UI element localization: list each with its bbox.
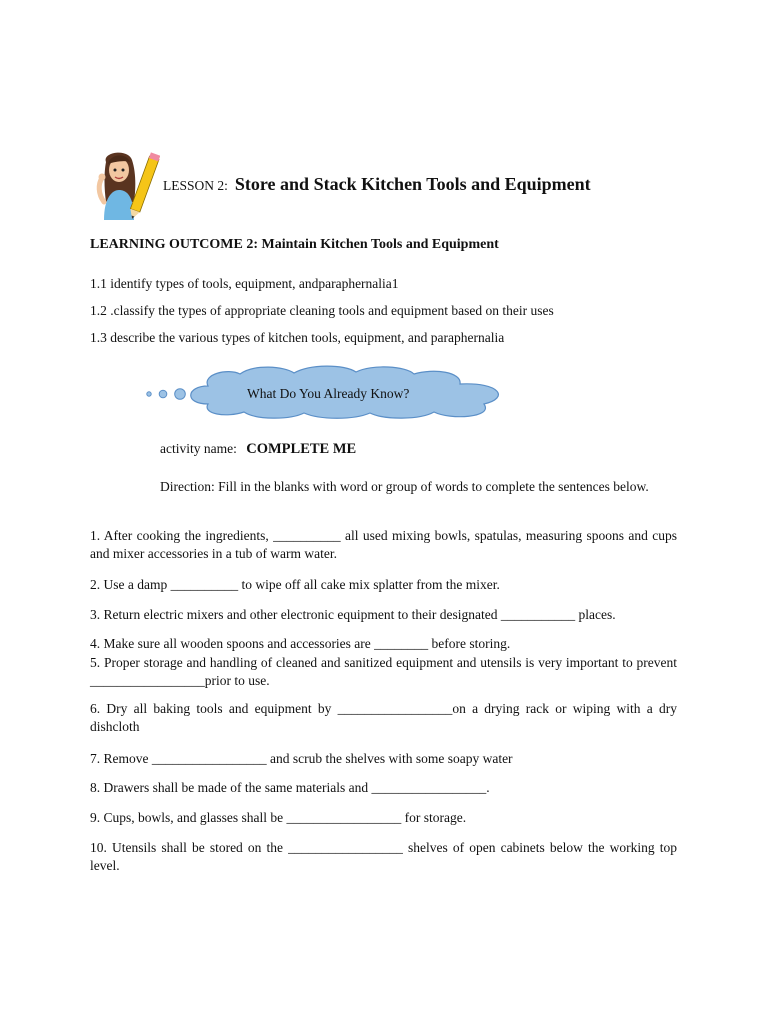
objective-item: 1.2 .classify the types of appropriate cleaning tools and equipment based on their uses bbox=[90, 303, 554, 318]
question-item: 9. Cups, bowls, and glasses shall be _________________ for storage. bbox=[90, 810, 467, 825]
question-item: 4. Make sure all wooden spoons and accessories are ________ before storing. bbox=[90, 636, 511, 651]
question-item: 3. Return electric mixers and other electronic equipment to their designated ___________ places. bbox=[90, 607, 616, 622]
bubble-prompt-text: What Do You Already Know? bbox=[247, 386, 410, 401]
activity-label: activity name: bbox=[160, 441, 237, 456]
question-item: 2. Use a damp __________ to wipe off all cake mix splatter from the mixer. bbox=[90, 577, 500, 592]
question-item: 6. Dry all baking tools and equipment by _________________on a drying rack or wiping with a dry dishcloth bbox=[90, 701, 677, 734]
lesson-title: Store and Stack Kitchen Tools and Equipment bbox=[234, 174, 591, 194]
learning-outcome-heading: LEARNING OUTCOME 2: Maintain Kitchen Tools and Equipment bbox=[90, 237, 499, 252]
lesson-header bbox=[163, 174, 591, 195]
direction-paragraph bbox=[90, 477, 677, 496]
lesson-number: LESSON 2: bbox=[163, 178, 228, 193]
objective-item: 1.3 describe the various types of kitchen tools, equipment, and paraphernalia bbox=[90, 330, 505, 345]
direction-text: Direction: Fill in the blanks with word or group of words to complete the sentences below. bbox=[160, 479, 649, 494]
question-item: 7. Remove _________________ and scrub the shelves with some soapy water bbox=[90, 751, 513, 766]
question-item: 1. After cooking the ingredients, __________ all used mixing bowls, spatulas, measuring spoons and cups and mixer accessories in a tub of warm water. bbox=[90, 528, 677, 561]
question-item: 5. Proper storage and handling of cleaned and sanitized equipment and utensils is very important to prevent _________________prior to use. bbox=[90, 655, 677, 688]
question-item: 8. Drawers shall be made of the same materials and _________________. bbox=[90, 780, 490, 795]
activity-line bbox=[160, 441, 356, 458]
activity-name: COMPLETE ME bbox=[246, 441, 357, 457]
question-item: 10. Utensils shall be stored on the _________________ shelves of open cabinets below the working top level. bbox=[90, 840, 677, 873]
objective-item: 1.1 identify types of tools, equipment, andparaphernalia1 bbox=[90, 276, 399, 291]
teacher-avatar-icon bbox=[92, 146, 160, 222]
